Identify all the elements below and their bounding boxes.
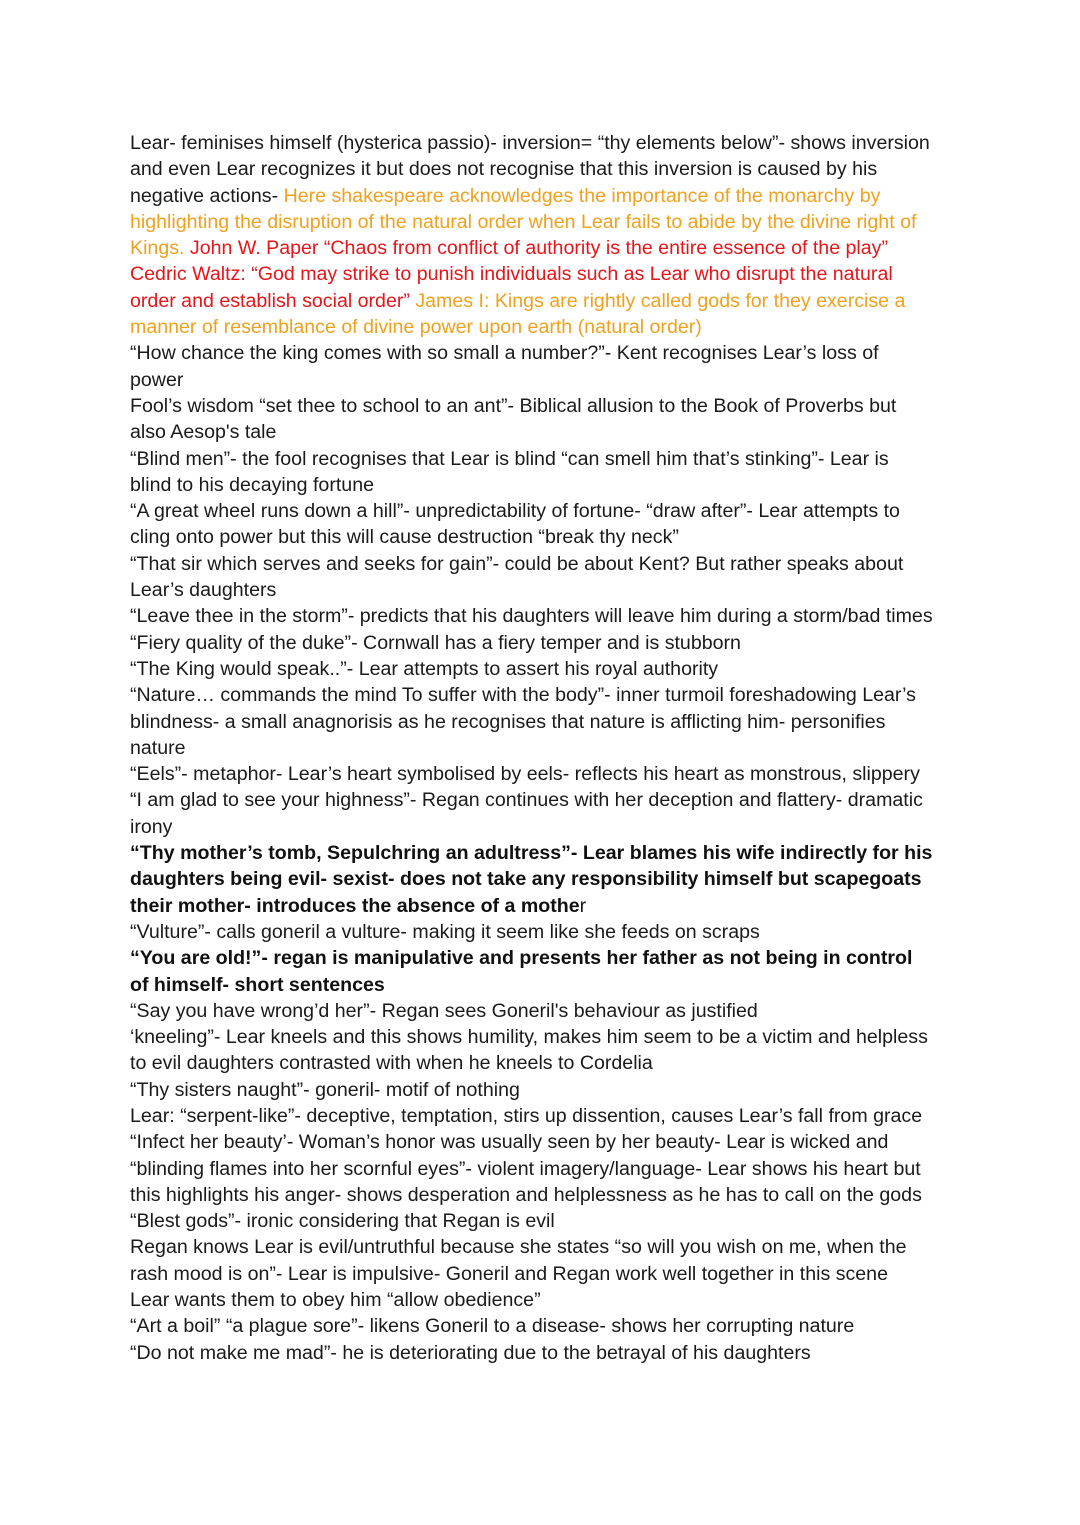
note-line [130, 945, 970, 971]
text-segment: to evil daughters contrasted with when he kneels to Cordelia [130, 1052, 653, 1075]
note-line [130, 156, 970, 182]
text-segment: Lear- feminises himself (hysterica passio)- inversion= “thy elements below”- shows inversion [130, 132, 930, 154]
note-line [130, 603, 970, 629]
note-line [130, 840, 970, 866]
note-line [130, 1313, 970, 1339]
text-segment: Here shakespeare acknowledges the importance of the monarchy by [283, 184, 881, 207]
note-line [130, 314, 970, 340]
text-segment: blindness- a small anagnorisis as he recognises that nature is afflicting him- personifies [130, 710, 886, 733]
text-segment: “I am glad to see your highness”- Regan continues with her deception and flattery- dramatic [130, 789, 923, 812]
note-line [130, 893, 970, 919]
text-segment: “Art a boil” “a plague sore”- likens Goneril to a disease- shows her corrupting nature [130, 1315, 855, 1338]
note-line [130, 1182, 970, 1208]
text-segment: power [130, 368, 184, 391]
text-segment: “Nature… commands the mind To suffer with the body”- inner turmoil foreshadowing Lear’s [130, 684, 916, 707]
text-segment: “Leave thee in the storm”- predicts that his daughters will leave him during a storm/bad times [130, 605, 933, 628]
text-segment: “Eels”- metaphor- Lear’s heart symbolised by eels- reflects his heart as monstrous, slippery [130, 763, 920, 786]
note-line [130, 735, 970, 761]
note-line [130, 761, 970, 787]
note-line [130, 367, 970, 393]
text-segment: Regan knows Lear is evil/untruthful because she states “so will you wish on me, when the [130, 1236, 907, 1259]
text-segment: manner of resemblance of divine power upon earth (natural order) [130, 316, 702, 339]
text-segment: also Aesop's tale [130, 421, 277, 444]
text-segment: “Blind men”- the fool recognises that Lear is blind “can smell him that’s stinking”- Lear is [130, 447, 889, 470]
text-segment: “Do not make me mad”- he is deteriorating due to the betrayal of his daughters [130, 1341, 811, 1364]
note-line [130, 1024, 970, 1050]
text-segment: of himself- short sentences [130, 973, 385, 996]
text-segment: “That sir which serves and seeks for gain”- could be about Kent? But rather speaks about [130, 552, 904, 575]
text-segment: “Fiery quality of the duke”- Cornwall has a fiery temper and is stubborn [130, 631, 741, 654]
note-line [130, 498, 970, 524]
note-line [130, 130, 970, 156]
note-line [130, 288, 970, 314]
note-line [130, 235, 970, 261]
text-segment: “Blest gods”- ironic considering that Regan is evil [130, 1210, 555, 1233]
note-line [130, 814, 970, 840]
note-line [130, 577, 970, 603]
note-line [130, 919, 970, 945]
note-line [130, 1287, 970, 1313]
note-line [130, 630, 970, 656]
text-segment: James I: Kings are rightly called gods for they exercise a [415, 289, 906, 312]
note-line [130, 183, 970, 209]
note-line [130, 1129, 970, 1155]
text-segment: daughters being evil- sexist- does not take any responsibility himself but scapegoats [130, 868, 922, 891]
text-segment: “blinding flames into her scornful eyes”- violent imagery/language- Lear shows his heart but [130, 1157, 921, 1180]
text-segment: “Vulture”- calls goneril a vulture- making it seem like she feeds on scraps [130, 920, 760, 943]
notes-body [130, 130, 970, 1366]
text-segment: irony [130, 815, 173, 838]
text-segment: “How chance the king comes with so small a number?”- Kent recognises Lear’s loss of [130, 342, 879, 365]
text-segment: “A great wheel runs down a hill”- unpredictability of fortune- “draw after”- Lear attempts to [130, 500, 900, 523]
note-line [130, 1340, 970, 1366]
text-segment: this highlights his anger- shows desperation and helplessness as he has to call on the gods [130, 1183, 922, 1206]
text-segment: rash mood is on”- Lear is impulsive- Goneril and Regan work well together in this scene [130, 1262, 888, 1285]
text-segment: r [579, 894, 587, 917]
note-line [130, 1208, 970, 1234]
text-segment: Kings. [130, 237, 190, 260]
note-line [130, 393, 970, 419]
note-line [130, 524, 970, 550]
text-segment: Cedric Waltz: “God may strike to punish individuals such as Lear who disrupt the natural [130, 263, 893, 286]
text-segment: highlighting the disruption of the natural order when Lear fails to abide by the divine right of [130, 210, 917, 233]
text-segment: cling onto power but this will cause destruction “break thy neck” [130, 526, 679, 549]
note-line [130, 709, 970, 735]
text-segment: “Say you have wrong’d her”- Regan sees Goneril's behaviour as justified [130, 999, 758, 1022]
text-segment: Lear’s daughters [130, 579, 277, 602]
note-line [130, 340, 970, 366]
note-line [130, 551, 970, 577]
text-segment: John W. Paper “Chaos from conflict of authority is the entire essence of the play” [189, 237, 889, 260]
text-segment: Fool’s wisdom “set thee to school to an ant”- Biblical allusion to the Book of Proverbs but [130, 394, 897, 417]
note-line [130, 972, 970, 998]
note-line [130, 1261, 970, 1287]
text-segment: and even Lear recognizes it but does not recognise that this inversion is caused by his [130, 158, 878, 181]
note-line [130, 656, 970, 682]
note-line [130, 866, 970, 892]
text-segment: order and establish social order” [130, 289, 416, 312]
note-line [130, 1103, 970, 1129]
note-line [130, 998, 970, 1024]
text-segment: “Infect her beauty’- Woman’s honor was usually seen by her beauty- Lear is wicked and [130, 1131, 889, 1154]
note-line [130, 682, 970, 708]
text-segment: “The King would speak..”- Lear attempts to assert his royal authority [130, 657, 719, 680]
text-segment: nature [130, 736, 186, 759]
note-line [130, 1234, 970, 1260]
note-line [130, 1050, 970, 1076]
text-segment: Lear wants them to obey him “allow obedience” [130, 1289, 541, 1312]
note-line [130, 1156, 970, 1182]
note-line [130, 261, 970, 287]
text-segment: “Thy sisters naught”- goneril- motif of nothing [130, 1078, 520, 1101]
note-line [130, 472, 970, 498]
note-line [130, 787, 970, 813]
note-line [130, 1077, 970, 1103]
text-segment: Lear: “serpent-like”- deceptive, temptation, stirs up dissention, causes Lear’s fall from grace [130, 1104, 923, 1127]
text-segment: negative actions- [130, 184, 284, 207]
note-line [130, 209, 970, 235]
text-segment: “You are old!”- regan is manipulative and presents her father as not being in control [130, 947, 913, 970]
text-segment: blind to his decaying fortune [130, 473, 374, 496]
text-segment: “Thy mother’s tomb, Sepulchring an adultress”- Lear blames his wife indirectly for his [130, 842, 933, 865]
text-segment: ‘kneeling”- Lear kneels and this shows humility, makes him seem to be a victim and helpless [130, 1026, 928, 1049]
text-segment: their mother- introduces the absence of a mothe [130, 894, 580, 917]
note-line [130, 446, 970, 472]
note-line [130, 419, 970, 445]
